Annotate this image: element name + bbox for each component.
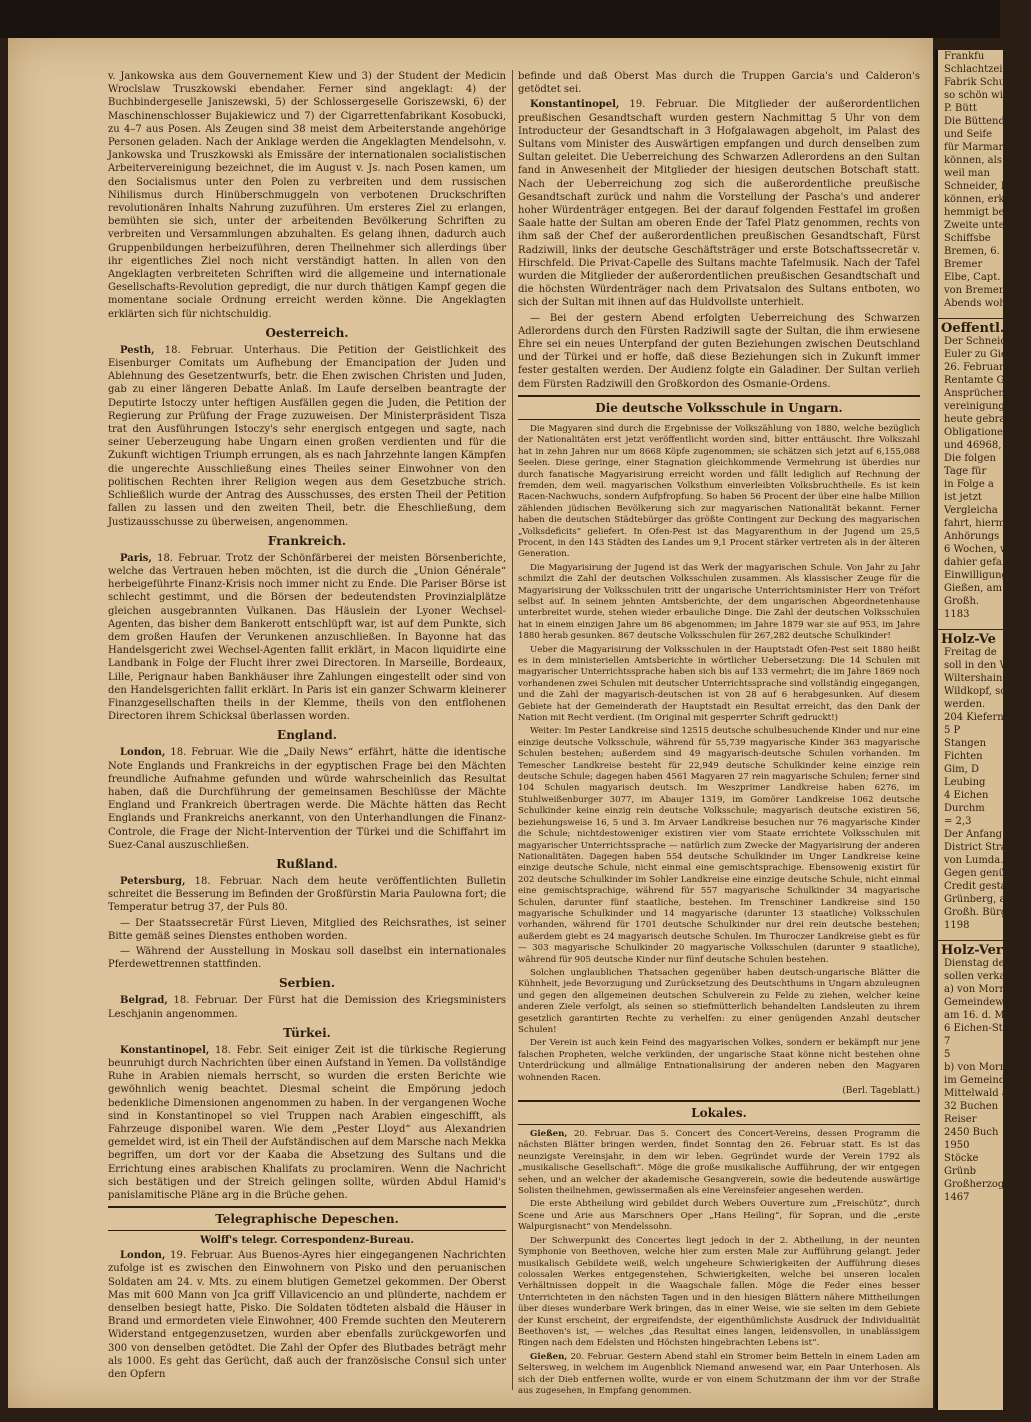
edge-heading-oeffentl: Oeffentl. — [938, 318, 1003, 335]
edge-fragment-line: Wiltershain, T — [944, 673, 1016, 684]
edge-heading-holz-1: Holz-Ve — [938, 629, 1003, 646]
news-paragraph — [108, 1044, 506, 1202]
edge-fragment-line: Obligationen vo — [944, 427, 1025, 438]
adjacent-page-edge — [935, 50, 1031, 1410]
edge-fragment-line: Reiser — [944, 1114, 977, 1125]
edge-fragment-line: Großh. — [944, 596, 980, 607]
edge-fragment-line: b) von Morni — [944, 1062, 1010, 1073]
edge-fragment-line: Mittelwald an — [944, 1088, 1015, 1099]
report-text: 19. Februar. Die Mitglieder der außerordentlichen preußischen Gesandtschaft wurden gestern Nachmittag 5 Uhr von dem Introducteur der Gesandtschaft in 3 Hofgalawagen abgeholt, im Palast des Sultans vom Minister des Auswärtigen empfangen und durch denselben zum Sultan geleitet. Die Ueberreichung des Schwarzen Adlerordens an den Sultan fand in Anwesenheit der Mitglieder der hiesigen deutschen Botschaft statt. Nach der Ueberreichung zog sich die außerordentliche preußische Gesandtschaft zurück und nahm die Vorstellung der Pascha's und anderer hoher Würdenträger entgegen. Bei der darauf folgenden Festtafel im großen Saale hatte der Sultan am oberen Ende der Tafel Platz genommen, rechts von ihm saß der Chef der außerordentlichen preußischen Gesandtschaft, Fürst Radziwill, links der deutsche Geschäftsträger und erste Botschaftssecretär v. Hirschfeld. Die Privat-Capelle des Sultans machte Tafelmusik. Nach der Tafel wurden die Mitglieder der außerordentlichen preußischen Gesandtschaft und die höchsten Würdenträger nach dem Privatsalon des Sultans entboten, wo sich der Sultan mit ihnen auf das Huldvollste unterhielt. — [518, 99, 920, 309]
telegraph-heading: Telegraphische Depeschen. — [108, 1206, 506, 1231]
dateline-place: Pesth, — [120, 344, 155, 356]
edge-fragment-line: Elbe, Capt. W — [944, 272, 1014, 283]
telegraph-continuation: befinde und daß Oberst Mas durch die Truppen Garcia's und Calderon's getödtet sei. — [518, 71, 920, 96]
news-paragraph — [108, 994, 506, 1020]
telegraph-subheading: Wolff's telegr. Correspondenz-Bureau. — [200, 1235, 414, 1247]
edge-fragment-line: Grünberg, a — [944, 894, 1006, 905]
dateline-place: Paris, — [120, 552, 152, 564]
section-heading: Türkei. — [283, 1025, 331, 1040]
edge-fragment-line: 5 P — [944, 725, 961, 736]
right-column — [518, 70, 920, 1396]
column-divider — [512, 70, 513, 1390]
edge-fragment-line: Bremen, 6. W — [944, 246, 1014, 257]
report-text: — Während der Ausstellung in Moskau soll daselbst ein internationales Pferdewettrennen stattfinden. — [108, 945, 506, 971]
edge-fragment-line: District Stra — [944, 842, 1007, 853]
report-text: 18. Februar. Nach dem heute veröffentlichten Bulletin schreitet die Besserung im Befinden der Großfürstin Maria Paulowna fort; die Temperatur betrug 37, der Puls 80. — [108, 875, 506, 914]
section-heading: England. — [277, 728, 337, 743]
report-text: 18. Februar. Wie die „Daily News“ erfährt, hätte die identische Note Englands und Frankreichs in der egyptischen Frage bei den Mächten freundliche Aufnahme gefunden und würde wahrscheinlich das Resultat haben, daß die Durchführung der gemeinsamen Beschlüsse der Mächte England und Frankreich übertragen werde. Die Mächte hätten das Recht Englands und Frankreichs anerkannt, von den Unterhandlungen die Finanz-Controle, die Frage der Nicht-Intervention der Türkei und die Schiffahrt im Suez-Canal auszuschließen. — [108, 747, 506, 851]
report-text: — Der Staatssecretär Fürst Lieven, Mitglied des Reichsrathes, ist seiner Bitte gemäß seines Dienstes enthoben worden. — [108, 917, 506, 942]
news-paragraph — [108, 746, 506, 852]
section-heading: Rußland. — [276, 856, 338, 871]
edge-fragment-line: 5 — [944, 1049, 951, 1060]
dateline-place: Belgrad, — [120, 995, 168, 1007]
edge-fragment-line: Freitag de — [944, 647, 997, 658]
edge-fragment-line: Ansprüchen an — [944, 388, 1021, 399]
edge-fragment-line: Tage für — [944, 466, 987, 477]
edge-fragment-line: von Lumda. — [944, 855, 1004, 866]
edge-fragment-line: Die Büttend, — [944, 116, 1009, 127]
article-source: (Berl. Tageblatt.) — [842, 1086, 920, 1097]
edge-fragment-line: 1183 — [944, 609, 970, 620]
edge-fragment-line: Schneider, Be — [944, 181, 1015, 192]
report-text: 18. Februar. Trotz der Schönfärberei der meisten Börsenberichte, welche das Vertrauen heben möchten, ist die durch die „Union Générale“ herbeigeführte Finanz-Krisis noch immer nicht zu Ende. Die Pariser Börse ist schlecht gestimmt, und die Börsen der bedeutendsten Provinzialplätze gleichen ausgebrannten Vulkanen. Das Häuslein der Lyoner Wechsel-Agenten, das bisher dem Bankerott entschlüpft war, ist auf dem Punkte, sich dem großen Haufen der Verunkenen anzuschließen. In Bayonne hat das Handelsgericht zwei Wechsel-Agenten fallit erklärt, in Macon liquidirte eine Landbank in Folge der Flucht ihrer zwei Directoren. In Marseille, Bordeaux, Lille, Perignaur haben Bankhäuser ihre Zahlungen eingestellt oder sind von den Handelsgerichten fallit erklärt. In Paris ist ein ganzer Schwarm kleinerer Finanzgesellschaften theils in der Klemme, theils von den entflohenen Directoren ihrem Schicksal überlassen worden. — [108, 552, 506, 723]
edge-fragment-line: Stöcke — [944, 1153, 979, 1164]
edge-fragment-line: und Seife — [944, 129, 993, 140]
edge-fragment-4 — [938, 646, 1028, 932]
edge-fragment-1 — [938, 50, 1031, 232]
konstantinopel-report — [518, 98, 920, 309]
edge-fragment-line: Fabrik Schuhe — [944, 77, 1018, 88]
news-paragraph — [108, 945, 506, 971]
edge-fragment-line: Gegen genü — [944, 868, 1006, 879]
edge-fragment-line: Stangen — [944, 738, 987, 749]
edge-fragment-line: hemmigt bei — [944, 207, 1008, 218]
report-text: 18. Febr. Seit einiger Zeit ist die türkische Regierung beunruhigt durch Nachrichten über einen Aufstand in Yemen. Da vollständige Ruhe in Arabien niemals herrscht, so wurden die ersten Berichte wie gewöhnlich wenig beachtet. Diesmal scheint die Empörung jedoch bedenkliche Dimensionen angenommen zu haben. In der vergangenen Woche sind in Konstantinopel so viel Truppen nach Arabien eingeschifft, als Fahrzeuge disponibel waren. Wie dem „Pester Lloyd“ aus Alexandrien gemeldet wird, ist ein Theil der Aufständischen auf dem Marsche nach Mekka begriffen, um dort vor der Kaaba die Absetzung des Sultans und die Errichtung eines arabischen Khalifats zu proclamiren. Wenn die Nachricht sich bestätigen und der Streich gelingen sollte, würden Abdul Hamid's panislamitische Pläne arg in die Brüche gehen. — [108, 1044, 506, 1202]
left-column — [108, 70, 506, 1396]
edge-fragment-line: Euler zu Gie — [944, 349, 1007, 360]
edge-fragment-line: im Gemeindewal — [944, 1075, 1029, 1086]
edge-fragment-line: Gießen, am — [944, 583, 1002, 594]
edge-fragment-line: Der Anfang — [944, 829, 1003, 840]
edge-fragment-line: Credit gestattet. — [944, 881, 1028, 892]
edge-fragment-line: Gim, D — [944, 764, 980, 775]
newspaper-page — [8, 38, 933, 1408]
edge-fragment-line: vereinigungs — [944, 401, 1010, 412]
edge-fragment-line: 1198 — [944, 920, 970, 931]
report-text: 18. Februar. Unterhaus. Die Petition der Geistlichkeit des Eisenburger Comitats um Aufhebung der Emancipation der Juden und Ablehnung des Gesetzentwurfs, betr. die Ehen zwischen Christen und Juden, gab zu einer längeren Debatte Anlaß. Im Laufe derselben beantragte der Deputirte Istoczy unter heftigen Ausfällen gegen die Juden, die Petition der Regierung zur Prüfung der Frage zuzuweisen. Der Ministerpräsident Tisza trat den Ausführungen Istoczy's sehr energisch entgegen und sagte, nach seiner Ueberzeugung habe Ungarn einen großen verdienten und für die Zukunft wichtigen Triumph errungen, als es nach Jahrzehnte langen Kämpfen die ungerechte Ausschließung eines Theiles seiner Einwohner von den politischen Rechten ihrer Religion wegen aus dem Gesetzbuche strich. Schließlich wurde der Antrag des Ausschusses, des ersten Theil der Petition fallen zu lassen und den zweiten Theil, betr. die Eheschließung, dem Justizausschusse zu überweisen, angenommen. — [108, 344, 506, 528]
edge-fragment-line: 204 Kiefern — [944, 712, 1004, 723]
edge-fragment-line: soll in den W — [944, 660, 1010, 671]
report-text: 19. Februar. Aus Buenos-Ayres hier eingegangenen Nachrichten zufolge ist es zwischen den Einwohnern von Pisko und den peruanischen Soldaten am 24. v. Mts. zu einem blutigen Gemetzel gekommen. Der Oberst Mas mit 600 Mann von Jca griff Villavicencio an und plünderte, nachdem er denselben besiegt hatte, Pisko. Die Soldaten tödteten alsbald die Häuser in Brand und ermordeten viele Einwohner, 400 Fremde suchten den Meuterern Widerstand entgegenzusetzen, wurden aber ebenfalls zurückgeworfen und 300 von denselben getödtet. Die Zahl der Opfer des Blutbades beträgt mehr als 1000. Es geht das Gerücht, daß auch der französische Consul sich unter den Opfern — [108, 1250, 506, 1381]
news-paragraph — [108, 917, 506, 943]
edge-fragment-line: und 46968, über — [944, 440, 1029, 451]
report-text: 18. Februar. Der Fürst hat die Demission des Kriegsministers Leschjanin angenommen. — [108, 995, 506, 1020]
volksschule-heading: Die deutsche Volksschule in Ungarn. — [518, 395, 920, 420]
edge-fragment-line: Rentamte Gieße — [944, 375, 1027, 386]
edge-fragment-line: ist jetzt — [944, 492, 982, 503]
volksschule-paragraph-4: Weiter: Im Pester Landkreise sind 12515 deutsche schulbesuchende Kinder und nur eine einzige deutsche Volksschule, während für 55,739 magyarische Kinder 363 magyarische Schulen bestehen; außerdem sind 49 magyarisch-deutsche Schulen vorhanden. Im Temescher Landkreise besteht für 22,949 deutsche Schulkinder keine einzige rein deutsche Schule; dagegen haben 4561 Magyaren 27 rein magyarische Schulen; ferner sind 104 Schulen magyarisch deutsch. Im Weszprimer Landkreise haben 6276, im Stuhlweißenburger 3077, im Abaujer 1319, im Gomörer Landkreise 1062 deutsche Schulkinder keine einzig rein deutsche Volksschule; magyarisch deutsche existiren 56, beziehungsweise 16, 5 und 3. Im Arvaer Landkreise besuchen nur 76 magyarische Kinder die Schule; nichtdestoweniger existiren vier vom Staate errichtete Volksschulen mit magyarischer Unterrichtssprache — natürlich zum Zwecke der Magyarisirung der anderen Nationalitäten. Dagegen haben 554 deutsche Schulkinder im Unger Landkreise keine einzige deutsche Schule, nicht einmal eine gemischtsprachige. Ebensowenig existirt für 202 deutsche Schulkinder im Sohler Landkreise eine einzige deutsche Schule, nicht einmal eine gemischtsprachige, während für 557 magyarische Schulkinder 34 magyarische Schulen, darunter fünf staatliche, bestehen. Im Trenschiner Landkreise sind 150 magyarische Schulkinder und 14 magyarische (darunter 13 staatliche) Volksschulen vorhanden, während für 1701 deutsche Schulkinder nur drei rein deutsche bestehen; außerdem giebt es 24 magyarisch deutsche Schulen. Im Thuroczer Landkreise giebt es für — 303 magyarische Schulkinder 20 magyarische Volksschulen (darunter 9 staatliche), während für 905 deutsche Kinder nur fünf deutsche Schulen bestehen. — [518, 726, 920, 965]
edge-fragment-line: 32 Buchen — [944, 1101, 999, 1112]
dateline-place: London, — [120, 1250, 166, 1262]
lokales-paragraph-3: Der Schwerpunkt des Concertes liegt jedoch in der 2. Abtheilung, in der neunten Symphonie von Beethoven, welche hier zum ersten Male zur Aufführung gelangt. Jeder musikalisch Gebildete weiß, welch ungeheure Schwierigkeiten der Aufführung dieses colossalen Werkes entgegenstehen, Schwierigkeiten, welche bei unseren localen Verhältnissen doppelt in die Waagschale fallen. Möge die Feder eines besser Unterrichteten in den nächsten Tagen und in den hiesigen Blättern nähere Mittheilungen über dieses wunderbare Werk bringen, das in einer Weise, wie sie selten im dem Gebiete der Kunst erscheint, der ergreifendste, der eigenthümlichste Ausdruck der Individualität Beethoven's ist, — welches „das Resultat eines langen, leidensvollen, in unablässigem Ringen nach dem Edelsten und Höchsten hingebrachten Lebens ist“. — [518, 1235, 920, 1349]
edge-fragment-line: werden. — [944, 699, 986, 710]
edge-fragment-line: Schlachtzeitliche — [944, 64, 1031, 75]
edge-fragment-line: sollen verkauft — [944, 971, 1020, 982]
edge-fragment-line: Grünb — [944, 1166, 977, 1177]
edge-fragment-line: 6 Wochen, w — [944, 544, 1009, 555]
edge-fragment-line: Wildkopf, solo — [944, 686, 1016, 697]
edge-fragment-line: 2450 Buch — [944, 1127, 999, 1138]
section-heading: Serbien. — [278, 976, 336, 991]
edge-fragment-line: Gemeindewal — [944, 997, 1013, 1008]
edge-fragment-line: Leubing — [944, 777, 986, 788]
dateline-place: Konstantinopel, — [120, 1044, 210, 1056]
report-text: 20. Februar. Das 5. Concert des Concert-Vereins, dessen Programm die nächsten Blätter bringen werden, findet Sonntag den 26. Februar statt. Es ist das neunzigste Vereinsjahr, in dem wir leben. Gegründet wurde der Verein 1792 als „musikalische Gesellschaft“. Möge die große musikalische Aufführung, der wir entgegen sehen, und an welcher der akademische Gesangverein, sowie die bedeutende auswärtige Solisten theilnehmen, gewissermaßen als eine Vereinsfeier angesehen werden. — [518, 1129, 920, 1197]
edge-fragment-line: für Marmarche — [944, 142, 1022, 153]
edge-fragment-line: 26. Februar 188 — [944, 362, 1027, 373]
lokales-heading: Lokales. — [518, 1100, 920, 1125]
volksschule-paragraph-1: Die Magyaren sind durch die Ergebnisse der Volkszählung von 1880, welche bezüglich der Nationalitäten erst jetzt veröffentlicht worden sind, bitter enttäuscht. Ihre Volkszahl hat in zehn Jahren nur um 8668 Köpfe zugenommen; sie schätzen sich jetzt auf 6,155,088 Seelen. Diese geringe, einer Stagnation gleichkommende Vermehrung ist überdies nur durch fanatische Magyarisirung erreicht worden und fällt lediglich auf Rechnung der fremden, dem weil. magyarischen Volksthum einverleibten Volksbruchtheile. Es ist kein Racen-Nachwuchs, sondern Aufpfropfung. So haben 56 Procent der über eine halbe Million zählenden jüdischen Bevölkerung sich zur magyarischen Nationalität bekannt. Ferner haben die deutschen Städtebürger das größte Contingent zur Deckung des magyarischen „Volksdeficits“ geliefert. In Ofen-Pest ist das Magyarenthum in der Jugend um 25,5 Procent, in den 143 Städten des Landes um 9,1 Procent stärker vertreten als in der älteren Generation. — [518, 423, 920, 560]
volksschule-paragraph-3: Ueber die Magyarisirung der Volksschulen in der Hauptstadt Ofen-Pest seit 1880 heißt es in dem ministeriellen Amtsberichte in wörtlicher Uebersetzung: Die 14 Schulen mit magyarischer Unterrichtssprache haben sich bis auf 133 vermehrt; die im Jahre 1869 noch vorhandenen zwei Schulen mit deutscher Unterrichtssprache sind vollständig eingegangen, und die Zahl der magyarisch-deutschen ist von 28 auf 6 herabgesunken. Auf diesem Gebiete hat der Gemeinderath der Hauptstadt ein Resultat erreicht, das den Dank der Nation mit Recht verdient. (Im Original mit gesperrter Schrift gedruckt!) — [518, 644, 920, 724]
edge-fragment-line: Anhörungs — [944, 531, 1000, 542]
section-heading: Oesterreich. — [265, 325, 349, 340]
edge-fragment-line: so schön wie — [944, 90, 1009, 101]
news-paragraph — [108, 344, 506, 529]
edge-fragment-line: fahrt, hiermit a — [944, 518, 1022, 529]
edge-fragment-line: = 2,3 — [944, 816, 972, 827]
edge-fragment-line: 7 — [944, 1036, 951, 1047]
news-paragraph — [108, 552, 506, 724]
lokales-paragraph-1 — [518, 1129, 920, 1197]
edge-fragment-line: Fichten — [944, 751, 983, 762]
edge-fragment-line: von Bremen in — [944, 285, 1018, 296]
scan-top-edge — [0, 0, 1000, 38]
edge-fragment-line: a) von Morni — [944, 984, 1010, 995]
edge-fragment-line: in Folge a — [944, 479, 994, 490]
trial-report-continuation: v. Jankowska aus dem Gouvernement Kiew und 3) der Student der Medicin Wroclslaw Truszkowski ebendaher. Ferner sind angeklagt: 4) der Buchbindergeselle Janiszewski, 5) der Schlossergeselle Goriszewski, 6) der Maschinenschlosser Bujakiewicz und 7) der Cigarrettenfabrikant Kosobucki, zu 4–7 aus Posen. Als Zeugen sind 38 meist dem Arbeiterstande angehörige Personen geladen. Nach der Anklage werden die Angeklagten Mendelsohn, v. Jankowska und Truszkowski als Emissäre der internationalen socialistischen Arbeitervereinigung bezeichnet, die im August v. Js. nach Posen kamen, um den Socialismus unter den Polen zu verbreiten und dem russischen Nihilismus durch Hinüberschmuggeln von verbotenen Druckschriften revolutionären Inhalts Nahrung zuzuführen. Um ersteres Ziel zu erlangen, bemühten sie sich, unter der arbeitenden Bevölkerung Schriften zu verbreiten und Versammlungen abzuhalten. Es gelang ihnen, dadurch auch Gruppenbildungen herbeizuführen, deren Theilnehmer sich allerdings über ihr eigentliches Ziel noch nicht verständigt hatten. In allen von den Angeklagten verbreiteten Schriften wird die allgemeine und internationale Gesellschafts-Revolution gepredigt, die nur durch thätigen Kampf gegen die momentane sociale Ordnung erreicht werden könne. Die Angeklagten erklärten sich für nichtschuldig. — [108, 71, 506, 320]
edge-fragment-line: Der Schneider — [944, 336, 1018, 347]
dateline-place: London, — [120, 747, 166, 759]
section-heading: Frankreich. — [267, 533, 347, 548]
dateline-place: Gießen, — [530, 1129, 568, 1140]
edge-fragment-line: können, als — [944, 155, 1002, 166]
edge-fragment-line: Schiffsbe — [944, 233, 991, 244]
dateline-place: Petersburg, — [120, 875, 186, 887]
edge-fragment-line: Dienstag de — [944, 958, 1005, 969]
edge-fragment-line: 1467 — [944, 1192, 970, 1203]
edge-fragment-2 — [938, 232, 1022, 310]
edge-fragment-5 — [938, 957, 1029, 1204]
volksschule-paragraph-2: Die Magyarisirung der Jugend ist das Werk der magyarischen Schule. Von Jahr zu Jahr schmilzt die Zahl der deutschen Volksschulen zusammen. Als klassischer Zeuge für die Magyarisirung der Volksschulen tritt der ungarische Unterrichtsminister Herr von Tréfort selbst auf. In seinem jehnten Amtsberichte, der dem ungarischen Abgeordnetenhause unterbreitet wurde, stehen wieder erbauliche Dinge. Die Zahl der deutschen Volksschulen hat in einem einzigen Jahre um 86 abgenommen; im Jahre 1879 war sie auf 953, im Jahre 1880 herab gesunken. 867 deutsche Volksschulen für 267,282 deutsche Schulkinder! — [518, 562, 920, 642]
edge-heading-holz-2: Holz-Vers — [938, 940, 1003, 957]
edge-fragment-line: Einwilligung — [944, 570, 1008, 581]
edge-fragment-line: Bremer — [944, 259, 983, 270]
edge-fragment-line: P. Bütt — [944, 103, 977, 114]
volksschule-paragraph-6: Der Verein ist auch kein Feind des magyarischen Volkes, sondern er bekämpft nur jene falschen Propheten, welche verkünden, der ungarische Staat könne nicht bestehen ohne Unterdrückung und allmälige Entnationalisirung der anderen neben den Magyaren wohnenden Racen. — [518, 1038, 920, 1083]
news-paragraph — [108, 875, 506, 915]
edge-fragment-line: können, erklärt — [944, 194, 1023, 205]
edge-fragment-line: Großh. Bürger — [944, 907, 1018, 918]
edge-fragment-line: Abends wohlbe — [944, 298, 1022, 309]
report-text: 20. Februar. Gestern Abend stahl ein Stromer beim Betteln in einem Laden am Seltersweg, in welchem im Augenblick Niemand anwesend war, ein Paar Unterhosen. Als sich der Dieb entfernen wollte, wurde er von einem Schutzmann der ihm vor der Straße aus zugesehen, in Empfang genommen. — [518, 1351, 920, 1396]
lokales-paragraph-2: Die erste Abtheilung wird gebildet durch Webers Ouverture zum „Freischütz“, durch Scene und Arie aus Marschners Oper „Hans Heiling“, für Sopran, und die „erste Walpurgisnacht“ von Mendelssohn. — [518, 1199, 920, 1233]
edge-fragment-line: Die folgen — [944, 453, 996, 464]
edge-fragment-line: 6 Eichen-Stämm — [944, 1023, 1028, 1034]
edge-fragment-line: weil man — [944, 168, 990, 179]
edge-fragment-line: 1950 — [944, 1140, 970, 1151]
edge-fragment-line: Frankfu — [944, 51, 985, 62]
edge-fragment-line: Großherzogtl — [944, 1179, 1012, 1190]
edge-fragment-line: Durchm — [944, 803, 985, 814]
edge-fragment-line: Vergleicha — [944, 505, 998, 516]
konstantinopel-report-2: — Bei der gestern Abend erfolgten Ueberreichung des Schwarzen Adlerordens durch den Fürsten Radziwill sagte der Sultan, die ihm erwiesene Ehre sei ein neues Unterpfand der guten Beziehungen zwischen Deutschland und der Türkei und er hoffe, daß diese Beziehungen sich in Zukunft immer fester gestalten werden. Der Audienz folgte ein Galadiner. Der Sultan verlieh dem Fürsten Radziwill den Großkordon des Osmanie-Ordens. — [518, 312, 920, 390]
dateline-place: Gießen, — [530, 1351, 568, 1362]
volksschule-paragraph-5: Solchen unglaublichen Thatsachen gegenüber haben deutsch-ungarische Blätter die Kühnheit, jede Bevorzugung und Zurücksetzung des Deutschthums in Ungarn abzuleugnen und gegen den allgemeinen deutschen Schulverein zu Felde zu ziehen, welcher keine anderen Ziele verfolgt, als seinen so stiefmütterlich behandelten Landsleuten zu ihrem gesetzlich garantirten Rechte zu verhelfen: zu einer genügenden Anzahl deutscher Schulen! — [518, 967, 920, 1035]
telegraph-report — [108, 1249, 506, 1381]
edge-fragment-line: Zweite unter he — [944, 220, 1025, 231]
edge-fragment-line: dahier gefaßt — [944, 557, 1013, 568]
lokales-paragraph-4 — [518, 1352, 920, 1398]
edge-fragment-line: am 16. d. Mts. — [944, 1010, 1018, 1021]
dateline-place: Konstantinopel, — [530, 99, 620, 111]
foreign-news-sections — [108, 326, 506, 1202]
edge-fragment-3 — [938, 335, 1029, 621]
edge-fragment-line: heute gebraucht — [944, 414, 1028, 425]
edge-fragment-line: 4 Eichen — [944, 790, 989, 801]
